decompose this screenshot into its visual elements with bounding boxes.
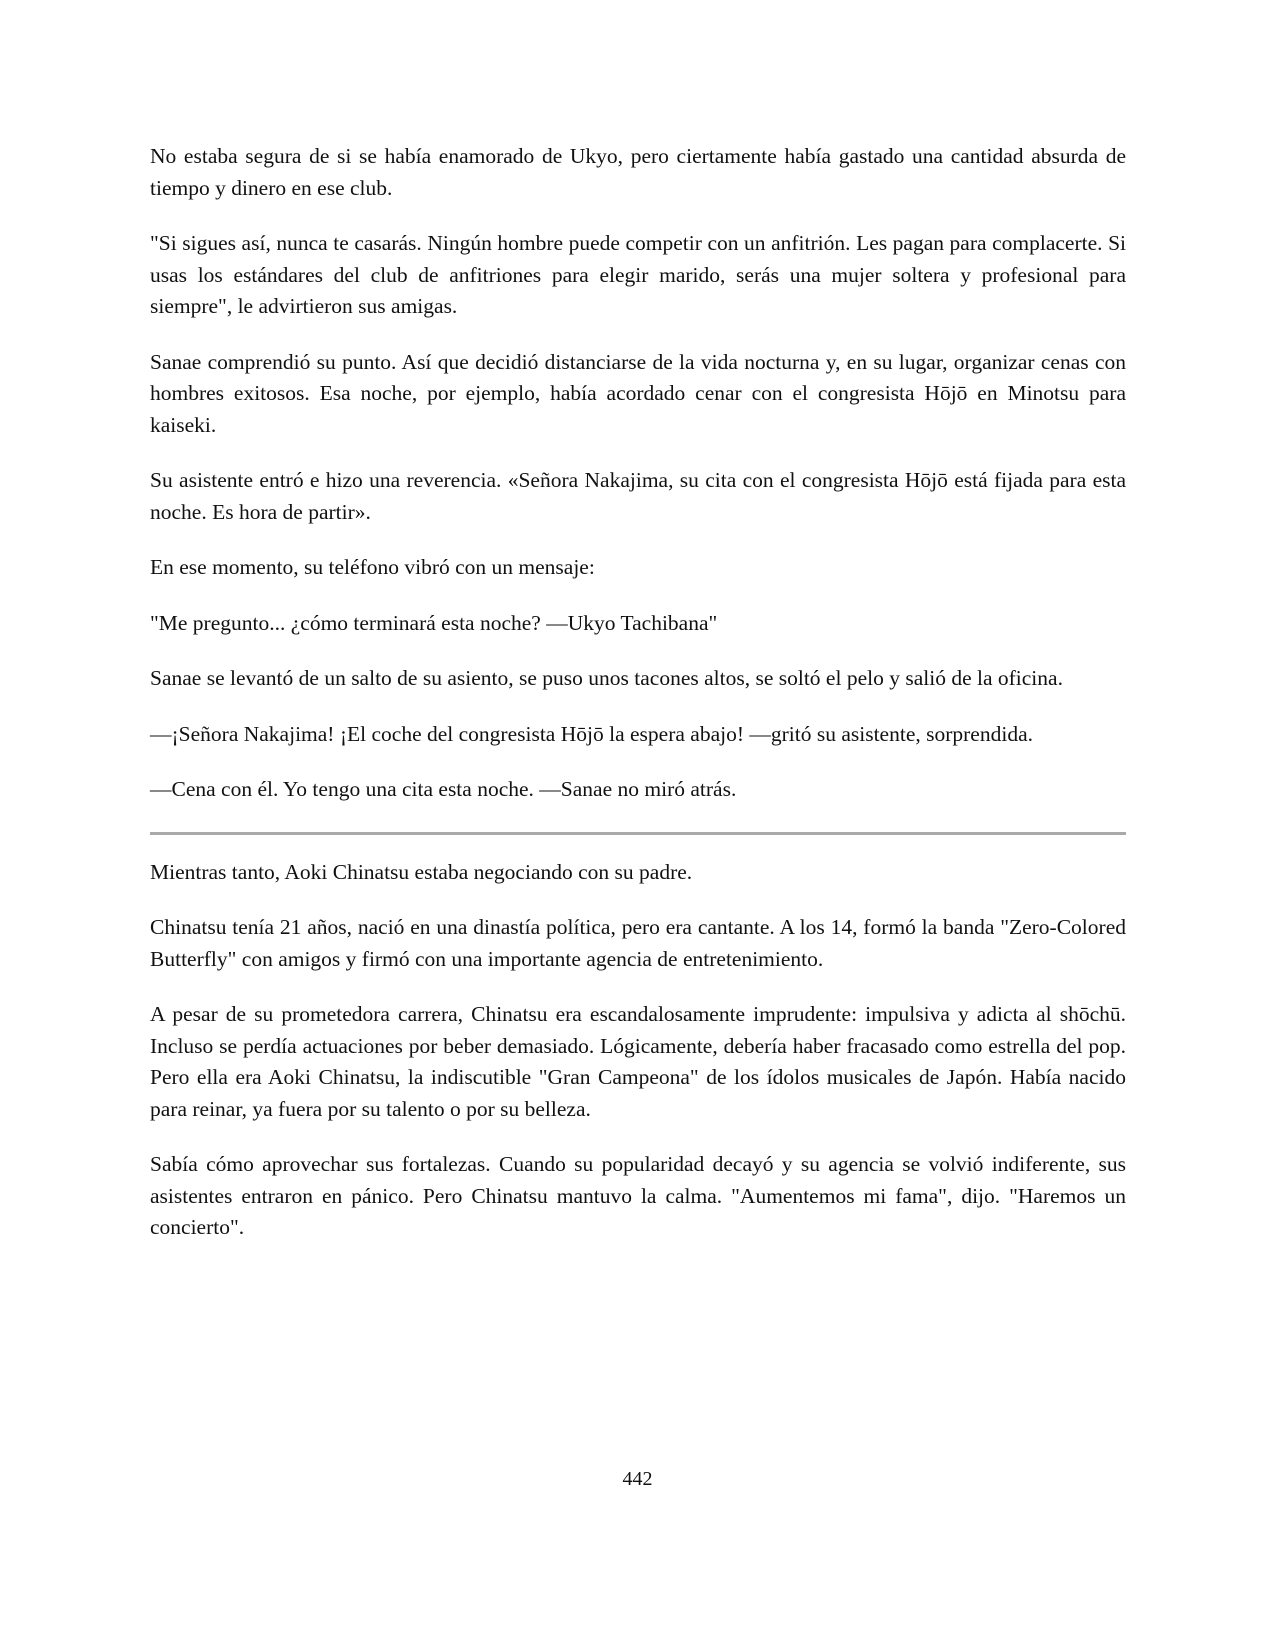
page-body: [150, 141, 1126, 1268]
paragraph: No estaba segura de si se había enamorado de Ukyo, pero ciertamente había gastado una cantidad absurda de tiempo y dinero en ese club.: [150, 144, 1126, 200]
page-number: 442: [622, 1468, 653, 1490]
paragraph: Sabía cómo aprovechar sus fortalezas. Cuando su popularidad decayó y su agencia se volvió indiferente, sus asistentes entraron en pánico. Pero Chinatsu mantuvo la calma. "Aumentemos mi fama", dijo. "Haremos un concierto".: [150, 1152, 1126, 1239]
paragraph: Chinatsu tenía 21 años, nació en una dinastía política, pero era cantante. A los 14, formó la banda "Zero-Colored Butterfly" con amigos y firmó con una importante agencia de entretenimiento.: [150, 915, 1126, 971]
paragraph: —Cena con él. Yo tengo una cita esta noche. —Sanae no miró atrás.: [150, 777, 737, 801]
paragraph: A pesar de su prometedora carrera, Chinatsu era escandalosamente imprudente: impulsiva y adicta al shōchū. Incluso se perdía actuaciones por beber demasiado. Lógicamente, debería haber fracasado como estrella del pop. Pero ella era Aoki Chinatsu, la indiscutible "Gran Campeona" de los ídolos musicales de Japón. Había nacido para reinar, ya fuera por su talento o por su belleza.: [150, 1002, 1126, 1121]
paragraph: Sanae se levantó de un salto de su asiento, se puso unos tacones altos, se soltó el pelo y salió de la oficina.: [150, 666, 1063, 690]
paragraph: —¡Señora Nakajima! ¡El coche del congresista Hōjō la espera abajo! —gritó su asistente, sorprendida.: [150, 721, 1033, 746]
section-divider: [150, 832, 1126, 835]
paragraph: "Me pregunto... ¿cómo terminará esta noche? —Ukyo Tachibana": [150, 610, 718, 635]
paragraph: En ese momento, su teléfono vibró con un mensaje:: [150, 555, 595, 579]
paragraph: Mientras tanto, Aoki Chinatsu estaba negociando con su padre.: [150, 859, 693, 884]
paragraph: "Si sigues así, nunca te casarás. Ningún hombre puede competir con un anfitrión. Les pagan para complacerte. Si usas los estándares del club de anfitriones para elegir marido, serás una mujer soltera y profesional para siempre", le advirtieron sus amigas.: [150, 231, 1126, 318]
paragraph: Su asistente entró e hizo una reverencia. «Señora Nakajima, su cita con el congresista Hōjō está fijada para esta noche. Es hora de partir».: [150, 468, 1126, 524]
paragraph: Sanae comprendió su punto. Así que decidió distanciarse de la vida nocturna y, en su lugar, organizar cenas con hombres exitosos. Esa noche, por ejemplo, había acordado cenar con el congresista Hōjō en Minotsu para kaiseki.: [150, 349, 1126, 437]
